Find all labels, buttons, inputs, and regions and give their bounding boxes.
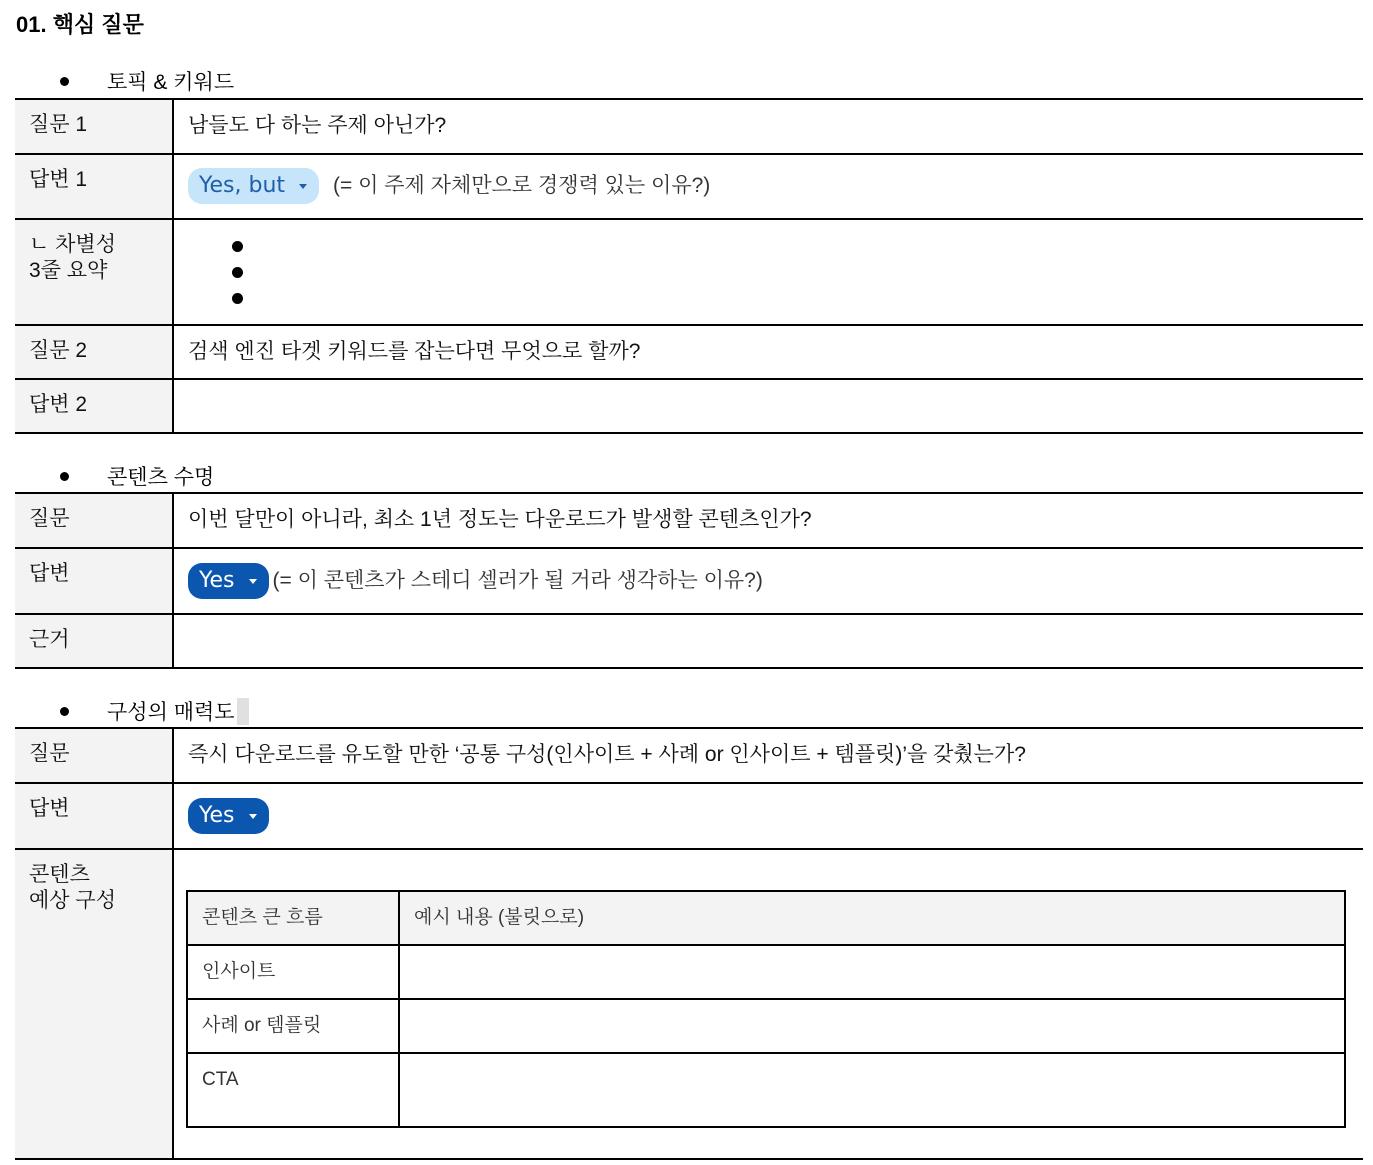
- bullet-list: [188, 232, 1349, 310]
- answer-2-label: 답변 2: [15, 379, 173, 433]
- document-title: 01. 핵심 질문: [16, 12, 144, 37]
- table-row: [15, 154, 1363, 219]
- table-row: [15, 379, 1363, 433]
- bullet-icon: [60, 472, 69, 481]
- content-lifespan-table: [15, 492, 1363, 669]
- table-row: [15, 325, 1363, 379]
- example-content-cell[interactable]: [399, 999, 1345, 1053]
- question-label: 질문: [15, 728, 173, 783]
- label-line: ㄴ 차별성: [29, 233, 116, 256]
- chip-label: Yes: [199, 803, 235, 828]
- content-flow-table: [186, 890, 1346, 1128]
- answer-cell: [173, 548, 1363, 614]
- table-row: [15, 99, 1363, 154]
- table-row: [15, 219, 1363, 325]
- question-1-label: 질문 1: [15, 99, 173, 154]
- answer-label: 답변: [15, 548, 173, 614]
- table-row: [15, 493, 1363, 548]
- section-heading-content-lifespan: [60, 461, 214, 491]
- answer-1-dropdown-chip[interactable]: [188, 168, 319, 204]
- bullet-icon: [60, 77, 69, 86]
- table-row: [187, 945, 1345, 999]
- topic-keyword-table: [15, 98, 1363, 434]
- header-content-flow: 콘텐츠 큰 흐름: [187, 891, 399, 945]
- example-content-cell[interactable]: [399, 1053, 1345, 1127]
- caret-down-icon: [299, 184, 307, 189]
- bullet-list-item[interactable]: [232, 232, 1349, 258]
- section-heading-structure-appeal: [60, 696, 249, 726]
- answer-2-text[interactable]: [173, 379, 1363, 433]
- answer-1-label: 답변 1: [15, 154, 173, 219]
- label-line: 예상 구성: [29, 889, 116, 912]
- question-2-label: 질문 2: [15, 325, 173, 379]
- text-cursor-highlight: [237, 698, 249, 725]
- table-row: [15, 548, 1363, 614]
- section-heading-topic-keyword: [60, 66, 234, 96]
- flow-item-cta[interactable]: CTA: [187, 1053, 399, 1127]
- differentiation-summary-label: [15, 219, 173, 325]
- table-row: [15, 849, 1363, 1159]
- basis-text[interactable]: [173, 614, 1363, 668]
- table-row: [15, 783, 1363, 849]
- answer-1-hint: (= 이 주제 자체만으로 경쟁력 있는 이유?): [333, 174, 711, 197]
- answer-cell: [173, 783, 1363, 849]
- question-text[interactable]: 즉시 다운로드를 유도할 만한 ‘공통 구성(인사이트 + 사례 or 인사이트 + 템플릿)’을 갖췄는가?: [173, 728, 1363, 783]
- chip-label: Yes: [199, 568, 235, 593]
- bullet-icon: [60, 707, 69, 716]
- header-example-content: 예시 내용 (불릿으로): [399, 891, 1345, 945]
- bullet-list-item[interactable]: [232, 284, 1349, 310]
- flow-item-case-or-template[interactable]: 사례 or 템플릿: [187, 999, 399, 1053]
- question-2-text[interactable]: 검색 엔진 타겟 키워드를 잡는다면 무엇으로 할까?: [173, 325, 1363, 379]
- answer-hint: (= 이 콘텐츠가 스테디 셀러가 될 거라 생각하는 이유?): [272, 569, 763, 592]
- table-row: [187, 999, 1345, 1053]
- flow-item-insight[interactable]: 인사이트: [187, 945, 399, 999]
- table-row: [15, 614, 1363, 668]
- label-line: 콘텐츠: [29, 863, 90, 886]
- chip-label: Yes, but: [199, 173, 286, 198]
- answer-1-cell: [173, 154, 1363, 219]
- example-content-cell[interactable]: [399, 945, 1345, 999]
- question-1-text[interactable]: 남들도 다 하는 주제 아닌가?: [173, 99, 1363, 154]
- question-label: 질문: [15, 493, 173, 548]
- table-row: [15, 728, 1363, 783]
- differentiation-summary-cell[interactable]: [173, 219, 1363, 325]
- label-line: 3줄 요약: [29, 259, 108, 282]
- bullet-list-item[interactable]: [232, 258, 1349, 284]
- question-text[interactable]: 이번 달만이 아니라, 최소 1년 정도는 다운로드가 발생할 콘텐츠인가?: [173, 493, 1363, 548]
- table-row: [187, 1053, 1345, 1127]
- section-heading-text: 구성의 매력도: [107, 701, 235, 724]
- table-header-row: [187, 891, 1345, 945]
- caret-down-icon: [249, 814, 257, 819]
- caret-down-icon: [249, 579, 257, 584]
- answer-label: 답변: [15, 783, 173, 849]
- answer-dropdown-chip[interactable]: [188, 563, 269, 599]
- structure-appeal-table: [15, 727, 1363, 1160]
- section-heading-text: 콘텐츠 수명: [107, 466, 215, 489]
- answer-dropdown-chip[interactable]: [188, 798, 269, 834]
- basis-label: 근거: [15, 614, 173, 668]
- section-heading-text: 토픽 & 키워드: [107, 71, 235, 94]
- expected-structure-label: [15, 849, 173, 1159]
- expected-structure-cell: [173, 849, 1363, 1159]
